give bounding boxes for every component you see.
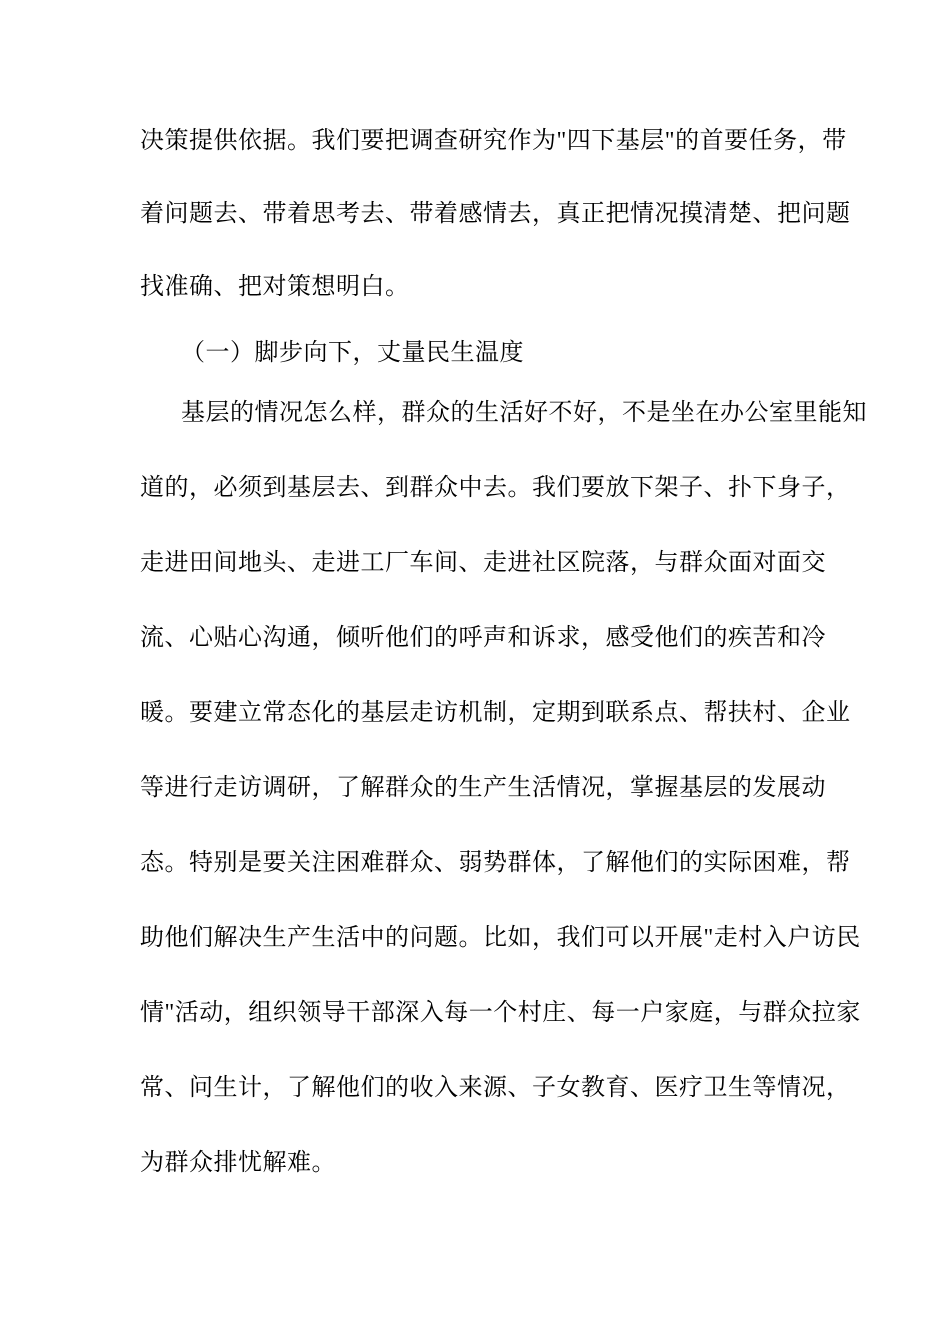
text-line: 道的，必须到基层去、到群众中去。我们要放下架子、扑下身子， <box>140 475 851 501</box>
text-line: 决策提供依据。我们要把调查研究作为"四下基层"的首要任务，带 <box>140 128 847 154</box>
text-line: 情"活动，组织领导干部深入每一个村庄、每一户家庭，与群众拉家 <box>140 1000 861 1026</box>
text-line: 助他们解决生产生活中的问题。比如，我们可以开展"走村入户访民 <box>140 925 861 951</box>
text-line: 为群众排忧解难。 <box>140 1150 336 1176</box>
text-line: 态。特别是要关注困难群众、弱势群体，了解他们的实际困难，帮 <box>140 850 851 876</box>
text-line: 找准确、把对策想明白。 <box>140 274 410 300</box>
text-line: 暖。要建立常态化的基层走访机制，定期到联系点、帮扶村、企业 <box>140 700 851 726</box>
section-heading-text: （一）脚步向下，丈量民生温度 <box>181 340 524 366</box>
text-line: 等进行走访调研，了解群众的生产生活情况，掌握基层的发展动 <box>140 775 826 801</box>
text-line: 走进田间地头、走进工厂车间、走进社区院落，与群众面对面交 <box>140 550 826 576</box>
text-line: 流、心贴心沟通，倾听他们的呼声和诉求，感受他们的疾苦和冷 <box>140 625 826 651</box>
text-line: 着问题去、带着思考去、带着感情去，真正把情况摸清楚、把问题 <box>140 201 851 227</box>
text-line: 常、问生计，了解他们的收入来源、子女教育、医疗卫生等情况， <box>140 1075 851 1101</box>
text-line: 基层的情况怎么样，群众的生活好不好，不是坐在办公室里能知 <box>181 400 867 426</box>
paragraph-continuation <box>140 105 930 324</box>
paragraph-body <box>140 376 930 1201</box>
